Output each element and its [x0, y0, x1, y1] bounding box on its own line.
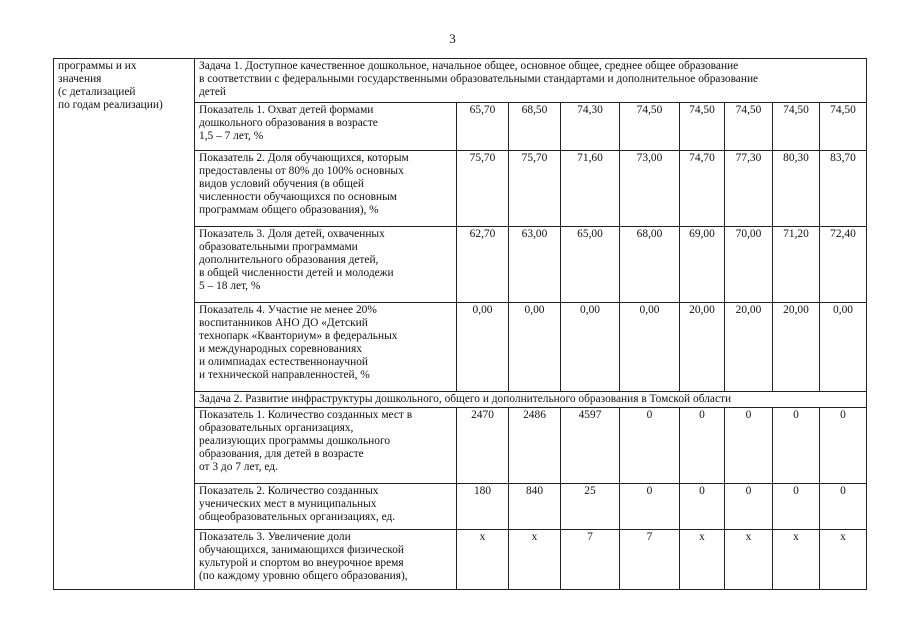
value-cell: x	[509, 530, 561, 590]
value-cell: 0	[773, 484, 820, 530]
value-cell: 0,00	[620, 303, 680, 392]
task-2-title: Задача 2. Развитие инфраструктуры дошкольного, общего и дополнительного образования в Томской области	[195, 392, 867, 408]
value-cell: 2486	[509, 408, 561, 484]
value-cell: 74,50	[680, 103, 725, 151]
indicator-label: Показатель 3. Увеличение доли обучающихся, занимающихся физической культурой и спортом во внеурочное время (по каждому уровню общего образования),	[195, 530, 457, 590]
indicator-label: Показатель 2. Количество созданных ученических мест в муниципальных общеобразовательных организациях, ед.	[195, 484, 457, 530]
task-row	[54, 59, 867, 103]
value-cell: 0	[680, 484, 725, 530]
value-cell: 83,70	[820, 151, 867, 227]
program-label-line: (с детализацией	[58, 86, 136, 98]
value-cell: 75,70	[457, 151, 509, 227]
value-cell: 80,30	[773, 151, 820, 227]
value-cell: 0,00	[509, 303, 561, 392]
value-cell: x	[457, 530, 509, 590]
value-cell: 7	[561, 530, 620, 590]
page-number: 3	[449, 31, 456, 46]
value-cell: 0,00	[561, 303, 620, 392]
value-cell: x	[773, 530, 820, 590]
value-cell: 0	[820, 408, 867, 484]
value-cell: 7	[620, 530, 680, 590]
program-label-line: значения	[58, 73, 102, 85]
indicator-label: Показатель 1. Охват детей формами дошкольного образования в возрасте 1,5 – 7 лет, %	[195, 103, 457, 151]
task-1-title: Задача 1. Доступное качественное дошкольное, начальное общее, основное общее, среднее общее образование в соответствии с федеральными государственными образовательными стандартами и дополнительное образование детей	[195, 59, 867, 103]
value-cell: 74,50	[820, 103, 867, 151]
indicator-label: Показатель 1. Количество созданных мест в образовательных организациях, реализующих программы дошкольного образования, для детей в возрасте от 3 до 7 лет, ед.	[195, 408, 457, 484]
value-cell: 63,00	[509, 227, 561, 303]
value-cell: 70,00	[725, 227, 773, 303]
program-label-line: программы и их	[58, 60, 137, 72]
value-cell: 0	[680, 408, 725, 484]
indicator-label: Показатель 3. Доля детей, охваченных образовательными программами дополнительного образования детей, в общей численности детей и молодежи 5 – 18 лет, %	[195, 227, 457, 303]
value-cell: x	[725, 530, 773, 590]
value-cell: 74,50	[773, 103, 820, 151]
value-cell: 74,50	[725, 103, 773, 151]
indicator-label: Показатель 4. Участие не менее 20% воспитанников АНО ДО «Детский технопарк «Кванториум» в федеральных и международных соревнованиях и олимпиадах естественнонаучной и технической направленностей, %	[195, 303, 457, 392]
value-cell: 69,00	[680, 227, 725, 303]
indicators-table	[53, 58, 867, 590]
value-cell: 68,00	[620, 227, 680, 303]
value-cell: 72,40	[820, 227, 867, 303]
value-cell: 4597	[561, 408, 620, 484]
value-cell: x	[680, 530, 725, 590]
value-cell: 75,70	[509, 151, 561, 227]
value-cell: 74,50	[620, 103, 680, 151]
value-cell: 71,60	[561, 151, 620, 227]
value-cell: 0	[620, 408, 680, 484]
value-cell: 0	[725, 408, 773, 484]
value-cell: 0	[725, 484, 773, 530]
value-cell: 68,50	[509, 103, 561, 151]
value-cell: 0,00	[820, 303, 867, 392]
value-cell: 20,00	[773, 303, 820, 392]
value-cell: 74,30	[561, 103, 620, 151]
program-label-cell	[54, 59, 195, 590]
value-cell: 25	[561, 484, 620, 530]
value-cell: 74,70	[680, 151, 725, 227]
value-cell: 77,30	[725, 151, 773, 227]
value-cell: 65,00	[561, 227, 620, 303]
value-cell: 73,00	[620, 151, 680, 227]
value-cell: x	[820, 530, 867, 590]
value-cell: 0	[773, 408, 820, 484]
indicator-label: Показатель 2. Доля обучающихся, которым предоставлены от 80% до 100% основных видов условий обучения (в общей численности обучающихся по основным программам общего образования), %	[195, 151, 457, 227]
value-cell: 71,20	[773, 227, 820, 303]
value-cell: 62,70	[457, 227, 509, 303]
value-cell: 2470	[457, 408, 509, 484]
value-cell: 0,00	[457, 303, 509, 392]
value-cell: 20,00	[725, 303, 773, 392]
value-cell: 65,70	[457, 103, 509, 151]
value-cell: 20,00	[680, 303, 725, 392]
program-label-line: по годам реализации)	[58, 99, 163, 111]
value-cell: 180	[457, 484, 509, 530]
value-cell: 840	[509, 484, 561, 530]
value-cell: 0	[620, 484, 680, 530]
value-cell: 0	[820, 484, 867, 530]
